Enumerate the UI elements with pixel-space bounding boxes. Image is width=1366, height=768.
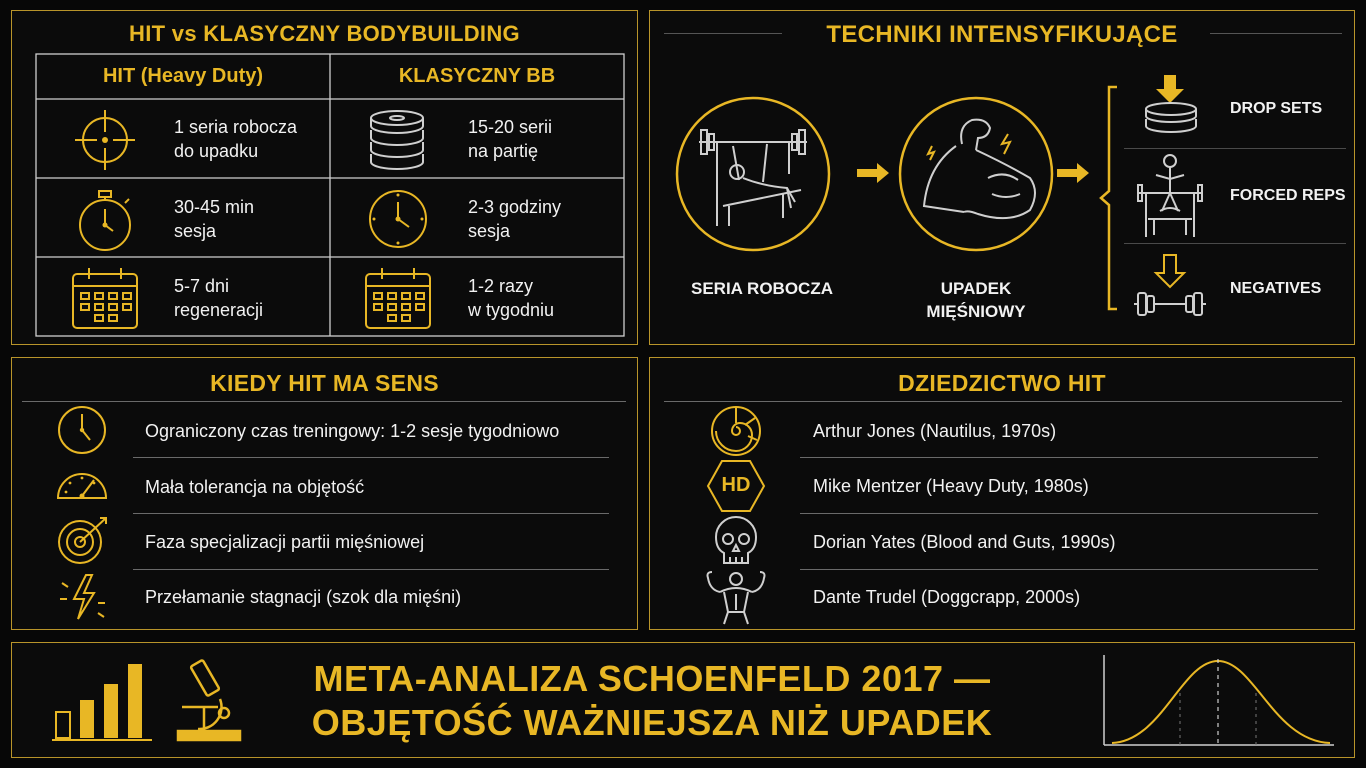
techniques-panel	[649, 10, 1355, 345]
hit-row3-text: 5-7 dni regeneracji	[174, 276, 264, 320]
calendar-icon	[71, 266, 139, 330]
bracket-icon	[1097, 85, 1119, 311]
drop-set-plates-icon	[1142, 73, 1200, 137]
when-title-rule	[22, 401, 626, 402]
conclusion-banner	[11, 642, 1355, 758]
negatives-dumbbell-icon	[1134, 253, 1206, 319]
col-header-hit: HIT (Heavy Duty)	[102, 65, 264, 87]
flexed-bicep-icon	[896, 94, 1056, 254]
comparison-title: HIT vs KLASYCZNY BODYBUILDING	[129, 21, 520, 46]
skull-icon	[713, 515, 759, 569]
banner-line-1: META-ANALIZA SCHOENFELD 2017 —	[313, 658, 991, 699]
clock-icon	[56, 404, 108, 456]
when-divider	[133, 513, 609, 514]
target-icon	[56, 514, 112, 566]
when-item-1: Ograniczony czas treningowy: 1-2 sesje tygodniowo	[145, 421, 560, 441]
technique-divider	[1124, 243, 1346, 244]
stopwatch-icon	[75, 187, 135, 253]
comparison-panel	[11, 10, 638, 345]
legacy-title: DZIEDZICTWO HIT	[898, 370, 1106, 396]
bell-curve-icon	[1102, 653, 1338, 749]
when-panel	[11, 357, 638, 630]
microscope-icon	[174, 657, 244, 743]
technique-drop-sets: DROP SETS	[1230, 100, 1323, 117]
bar-chart-icon	[52, 660, 152, 742]
techniques-title: TECHNIKI INTENSYFIKUJĄCE	[826, 21, 1178, 48]
arrow-right-icon	[1055, 161, 1091, 185]
legacy-divider	[800, 457, 1318, 458]
when-item-4: Przełamanie stagnacji (szok dla mięśni)	[145, 587, 462, 607]
classic-row3-text: 1-2 razy w tygodniu	[468, 276, 555, 320]
weight-plates-stack-icon	[367, 109, 427, 173]
arrow-right-icon	[855, 161, 891, 185]
hd-badge-label: HD	[721, 474, 751, 496]
technique-negatives: NEGATIVES	[1230, 280, 1322, 297]
hit-row2-text: 30-45 min sesja	[174, 197, 255, 241]
classic-row1-text: 15-20 serii na partię	[468, 117, 553, 161]
hit-row1-text: 1 seria robocza do upadku	[174, 117, 298, 161]
gauge-icon	[54, 464, 110, 502]
bench-press-icon	[673, 94, 833, 254]
step-working-set-label: SERIA ROBOCZA	[691, 279, 833, 298]
legacy-item-4: Dante Trudel (Doggcrapp, 2000s)	[813, 587, 1081, 607]
crosshair-icon	[73, 108, 137, 172]
when-title: KIEDY HIT MA SENS	[210, 370, 439, 396]
calendar-icon	[364, 266, 432, 330]
technique-divider	[1124, 148, 1346, 149]
legacy-item-2: Mike Mentzer (Heavy Duty, 1980s)	[813, 476, 1089, 496]
lightning-icon	[58, 573, 108, 621]
nautilus-shell-icon	[709, 404, 763, 458]
legacy-divider	[800, 569, 1318, 570]
legacy-item-3: Dorian Yates (Blood and Guts, 1990s)	[813, 532, 1116, 552]
classic-row2-text: 2-3 godziny sesja	[468, 197, 562, 241]
when-divider	[133, 569, 609, 570]
clock-icon	[367, 188, 429, 250]
banner-headline	[252, 657, 1052, 745]
when-item-2: Mała tolerancja na objętość	[145, 477, 365, 497]
legacy-panel	[649, 357, 1355, 630]
legacy-title-rule	[664, 401, 1342, 402]
col-header-classic: KLASYCZNY BB	[398, 65, 556, 87]
legacy-divider	[800, 513, 1318, 514]
technique-forced-reps: FORCED REPS	[1230, 187, 1346, 204]
step-failure-label: UPADEK MIĘŚNIOWY	[926, 279, 1026, 321]
spotter-bench-icon	[1136, 153, 1204, 239]
when-divider	[133, 457, 609, 458]
legacy-item-1: Arthur Jones (Nautilus, 1970s)	[813, 421, 1057, 441]
when-item-3: Faza specjalizacji partii mięśniowej	[145, 532, 425, 552]
banner-line-2: OBJĘTOŚĆ WAŻNIEJSZA NIŻ UPADEK	[311, 702, 993, 743]
bodybuilder-icon	[700, 570, 772, 626]
